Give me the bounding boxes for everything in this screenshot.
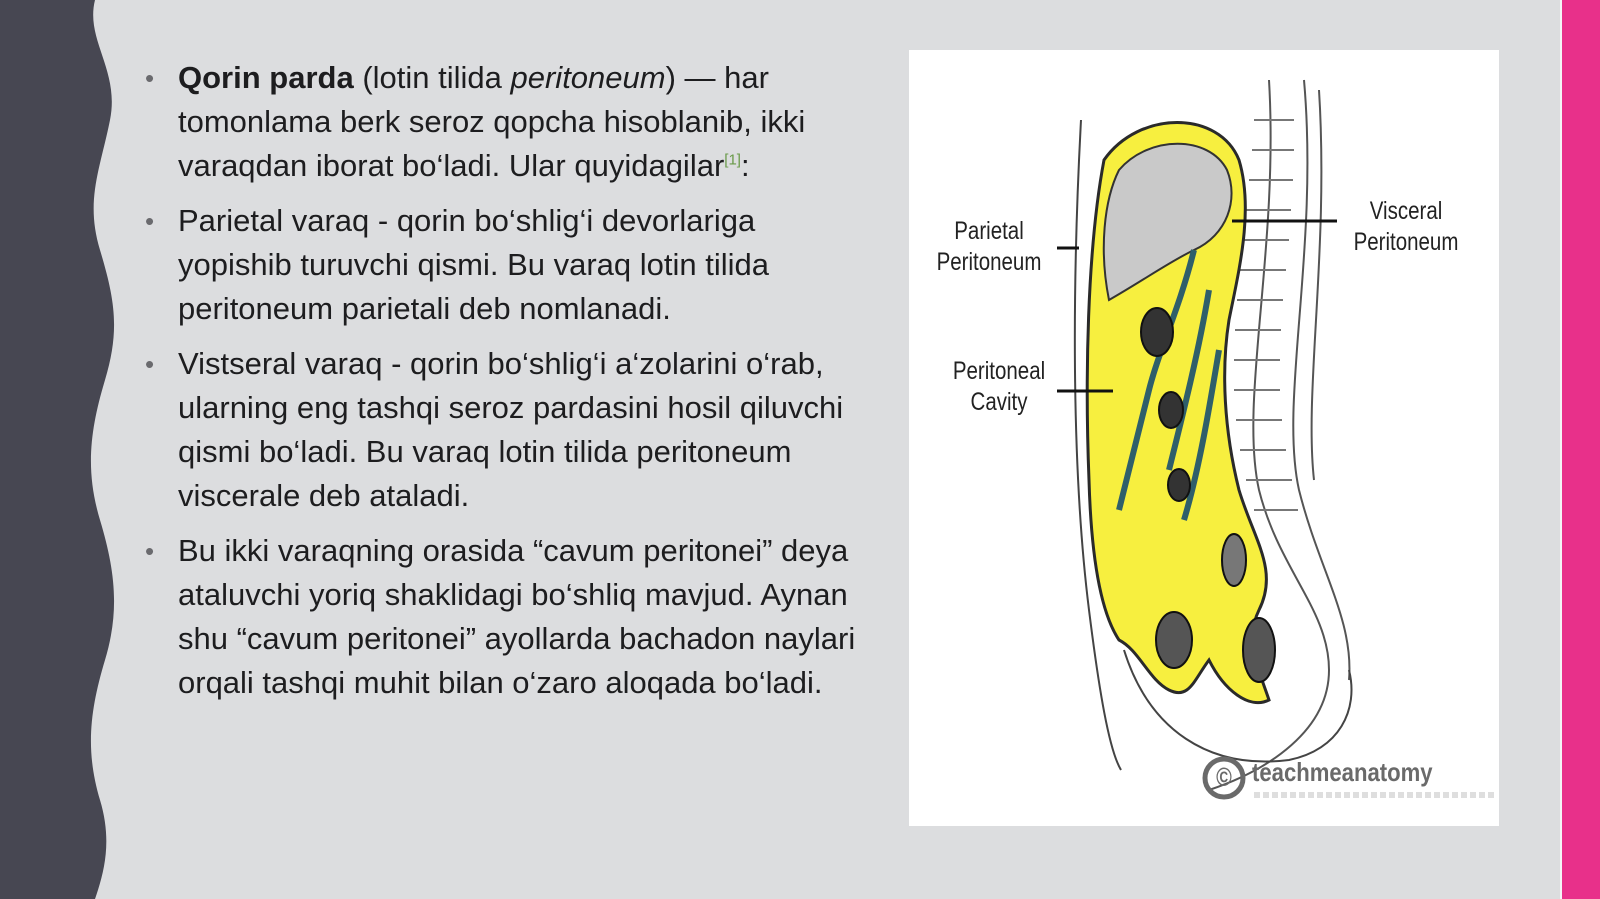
watermark-subtext (1254, 792, 1494, 798)
peritoneum-diagram (909, 50, 1499, 826)
right-accent-band (1562, 0, 1600, 899)
watermark-teachmeanatomy: teachmeanatomy (1252, 757, 1433, 787)
copyright-symbol: © (1216, 762, 1232, 792)
label-line: Visceral (1369, 197, 1443, 225)
label-line: Parietal (954, 217, 1024, 245)
label-line: Peritoneum (936, 248, 1042, 276)
label-peritoneal-cavity (938, 356, 1061, 418)
bullet-text: (lotin tilida (353, 60, 511, 95)
term-bold: Qorin parda (178, 60, 354, 95)
label-line: Peritoneal (952, 357, 1046, 385)
bullet-item-visceral: • Vistseral varaq - qorin bo‘shlig‘i a‘zolarini o‘rab, ularning eng tashqi seroz pardasini hosil qiluvchi qismi bo‘ladi. Bu varaq lotin tilida peritoneum viscerale deb ataladi. (145, 342, 870, 518)
left-decorative-band (0, 0, 130, 899)
term-italic: peritoneum (510, 60, 666, 95)
label-line: Peritoneum (1353, 228, 1459, 256)
label-parietal-peritoneum (928, 216, 1051, 278)
bullet-list (145, 56, 870, 716)
bullet-text: : (740, 148, 750, 183)
label-line: Cavity (970, 388, 1028, 416)
label-visceral-peritoneum (1345, 196, 1468, 258)
anatomy-illustration (909, 50, 1499, 826)
bullet-item-cavum: • Bu ikki varaqning orasida “cavum peritonei” deya ataluvchi yoriq shaklidagi bo‘shliq mavjud. Aynan shu “cavum peritonei” ayollarda bachadon naylari orqali tashqi muhit bilan o‘zaro aloqada bo‘ladi. (145, 529, 870, 705)
bullet-item-parietal: • Parietal varaq - qorin bo‘shlig‘i devorlariga yopishib turuvchi qismi. Bu varaq lotin tilida peritoneum parietali deb nomlanadi. (145, 199, 870, 331)
reference-link[interactable]: [1] (724, 151, 741, 169)
bullet-item-qorin-parda (145, 56, 870, 188)
bullet-text: ) — har tomonlama berk seroz qopcha hisoblanib, ikki varaqdan iborat bo‘ladi. Ular quyidagilar (178, 60, 806, 183)
